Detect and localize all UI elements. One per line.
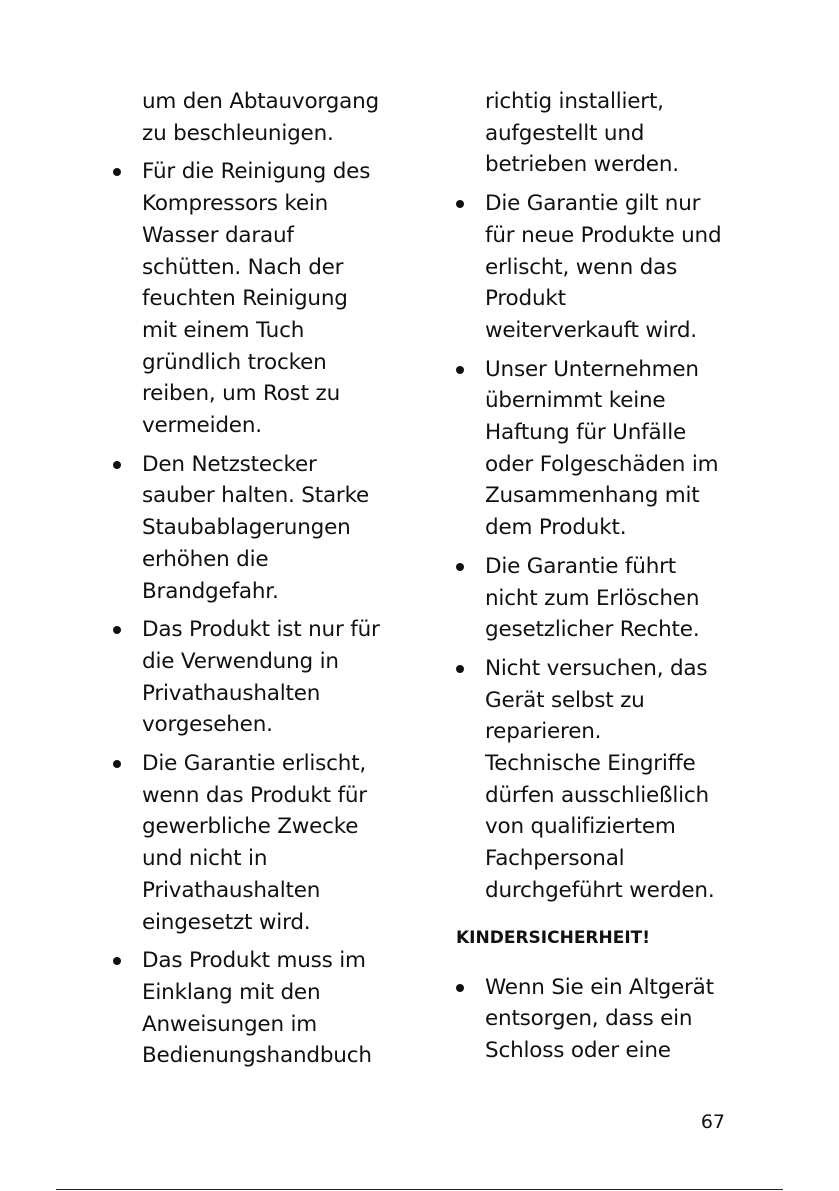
list-item <box>456 551 746 646</box>
bullet-icon <box>113 760 121 768</box>
bullet-icon <box>113 168 121 176</box>
bullet-icon <box>113 461 121 469</box>
list-item <box>456 354 746 544</box>
footer-divider <box>56 1189 783 1190</box>
bullet-icon <box>113 957 121 965</box>
list-item-text: Die Garantie führt nicht zum Erlöschen gesetzlicher Rechte. <box>485 553 700 643</box>
bullet-icon <box>113 626 121 634</box>
page-number: 67 <box>700 1111 725 1133</box>
list-item-text: Die Garantie gilt nur für neue Produkte und erlischt, wenn das Produkt weiterverkauft wird. <box>485 191 722 343</box>
bullet-icon <box>456 366 464 374</box>
continuation-text: um den Abtauvorgang zu beschleunigen. <box>142 89 379 146</box>
list-item-text: Wenn Sie ein Altgerät entsorgen, dass ein Schloss oder eine <box>485 974 714 1063</box>
right-column <box>456 86 746 1074</box>
list-item-text: Die Garantie erlischt, wenn das Produkt für gewerbliche Zwecke und nicht in Privathaushalten eingesetzt wird. <box>142 751 367 935</box>
list-item-text: Nicht versuchen, das Gerät selbst zu reparieren. Technische Eingriffe dürfen ausschließlich von qualifiziertem Fachpersonal durchgeführt werden. <box>485 655 715 903</box>
list-item <box>113 748 403 938</box>
list-item <box>113 945 403 1072</box>
list-item <box>456 653 746 907</box>
list-item <box>113 156 403 441</box>
list-item-text: Unser Unternehmen übernimmt keine Haftung für Unfälle oder Folgeschäden im Zusammenhang mit dem Produkt. <box>485 356 719 541</box>
list-item <box>456 188 746 347</box>
list-item <box>113 614 403 741</box>
bullet-icon <box>456 665 464 673</box>
bullet-icon <box>456 984 464 992</box>
continuation-text: richtig installiert, aufgestellt und betrieben werden. <box>485 89 679 178</box>
list-item-text: Den Netzstecker sauber halten. Starke Staubablagerungen erhöhen die Brandgefahr. <box>142 451 370 604</box>
list-item <box>113 449 403 608</box>
section-heading: KINDERSICHERHEIT! <box>456 927 651 948</box>
bullet-icon <box>456 200 464 208</box>
list-item <box>456 972 746 1067</box>
list-item-text: Das Produkt ist nur für die Verwendung in Privathaushalten vorgesehen. <box>142 617 380 738</box>
list-item-text: Für die Reinigung des Kompressors kein Wasser darauf schütten. Nach der feuchten Reinigung mit einem Tuch gründlich trocken reiben, um Rost zu vermeiden. <box>142 159 371 439</box>
list-item-text: Das Produkt muss im Einklang mit den Anweisungen im Bedienungshandbuch <box>142 948 372 1069</box>
left-column <box>113 86 403 1079</box>
bullet-icon <box>456 563 464 571</box>
